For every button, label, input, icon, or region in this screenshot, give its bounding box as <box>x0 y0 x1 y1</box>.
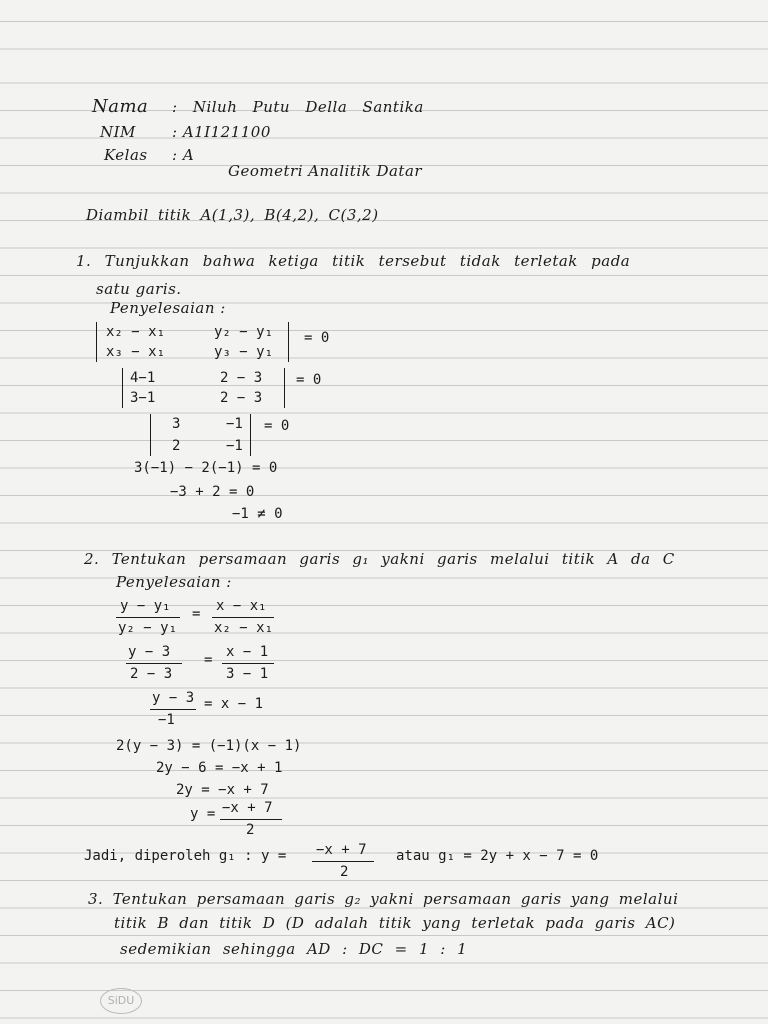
f1-num-left: y − y₁ <box>120 598 171 614</box>
f2-bar-left <box>126 663 182 664</box>
f4-den: 2 <box>246 822 255 838</box>
q2-solution-heading: Penyelesaian : <box>116 573 232 591</box>
f2-num-left: y − 3 <box>128 644 171 660</box>
class-label: Kelas <box>104 146 148 164</box>
f3-rest: = x − 1 <box>204 696 264 712</box>
det1-r2c1: x₃ − x₁ <box>106 344 166 360</box>
q2-step2: 2y − 6 = −x + 1 <box>156 760 283 776</box>
f3-num: y − 3 <box>152 690 195 706</box>
det1-equals: = 0 <box>304 330 330 346</box>
f3-bar <box>150 709 196 710</box>
det2-r2c1: 3−1 <box>130 390 156 406</box>
det3-r2c2: −1 <box>226 438 243 454</box>
subject-title: Geometri Analitik Datar <box>228 162 423 180</box>
q1-text-line1: 1. Tunjukkan bahwa ketiga titik tersebut tidak terletak pada <box>76 252 631 270</box>
det2-right-bar <box>284 368 285 408</box>
det2-left-bar <box>122 368 123 408</box>
q2-conclusion-den: 2 <box>340 864 349 880</box>
f1-bar-left <box>116 617 180 618</box>
det2-r2c2: 2 − 3 <box>220 390 263 406</box>
nim-value: : A1I121100 <box>172 123 271 141</box>
q3-text-line2: titik B dan titik D (D adalah titik yang terletak pada garis AC) <box>114 914 676 932</box>
det3-right-bar <box>250 414 251 456</box>
notebook-stamp: SiDU <box>100 988 142 1014</box>
class-value: : A <box>172 146 195 164</box>
det3-r2c1: 2 <box>172 438 181 454</box>
q2-conclusion-b: atau g₁ = 2y + x − 7 = 0 <box>396 848 599 864</box>
q2-text-line1: 2. Tentukan persamaan garis g₁ yakni garis melalui titik A da C <box>84 550 675 568</box>
given-points: Diambil titik A(1,3), B(4,2), C(3,2) <box>86 206 379 224</box>
q3-text-line1: 3. Tentukan persamaan garis g₂ yakni persamaan garis yang melalui <box>88 890 679 908</box>
f1-den-right: x₂ − x₁ <box>214 620 274 636</box>
q1-text-line2: satu garis. <box>96 280 182 298</box>
det2-r1c2: 2 − 3 <box>220 370 263 386</box>
det1-left-bar <box>96 322 97 362</box>
nim-label: NIM <box>100 123 136 141</box>
q2-conclusion-a: Jadi, diperoleh g₁ : y = <box>84 848 287 864</box>
f4-lhs: y = <box>190 806 216 822</box>
det2-equals: = 0 <box>296 372 322 388</box>
det1-r1c2: y₂ − y₁ <box>214 324 274 340</box>
q1-solution-heading: Penyelesaian : <box>110 299 226 317</box>
q2-conclusion-bar <box>312 861 374 862</box>
q2-step3: 2y = −x + 7 <box>176 782 269 798</box>
f3-den: −1 <box>158 712 175 728</box>
f1-bar-right <box>212 617 274 618</box>
det3-r1c2: −1 <box>226 416 243 432</box>
f4-bar <box>220 819 282 820</box>
f1-den-left: y₂ − y₁ <box>118 620 178 636</box>
f2-den-left: 2 − 3 <box>130 666 173 682</box>
det2-r1c1: 4−1 <box>130 370 156 386</box>
det3-left-bar <box>150 414 151 456</box>
f2-num-right: x − 1 <box>226 644 269 660</box>
name-label: Nama <box>92 96 149 117</box>
f1-equals: = <box>192 606 201 622</box>
det1-r1c1: x₂ − x₁ <box>106 324 166 340</box>
f2-equals: = <box>204 652 213 668</box>
f4-num: −x + 7 <box>222 800 273 816</box>
det1-r2c2: y₃ − y₁ <box>214 344 274 360</box>
f1-num-right: x − x₁ <box>216 598 267 614</box>
name-value: : Niluh Putu Della Santika <box>172 98 424 116</box>
q2-conclusion-num: −x + 7 <box>316 842 367 858</box>
det3-r1c1: 3 <box>172 416 181 432</box>
q1-step1: 3(−1) − 2(−1) = 0 <box>134 460 278 476</box>
det3-equals: = 0 <box>264 418 290 434</box>
q1-step3: −1 ≠ 0 <box>232 506 283 522</box>
q2-step1: 2(y − 3) = (−1)(x − 1) <box>116 738 302 754</box>
f2-bar-right <box>222 663 274 664</box>
q3-text-line3: sedemikian sehingga AD : DC = 1 : 1 <box>120 940 468 958</box>
f2-den-right: 3 − 1 <box>226 666 269 682</box>
q1-step2: −3 + 2 = 0 <box>170 484 255 500</box>
det1-right-bar <box>288 322 289 362</box>
